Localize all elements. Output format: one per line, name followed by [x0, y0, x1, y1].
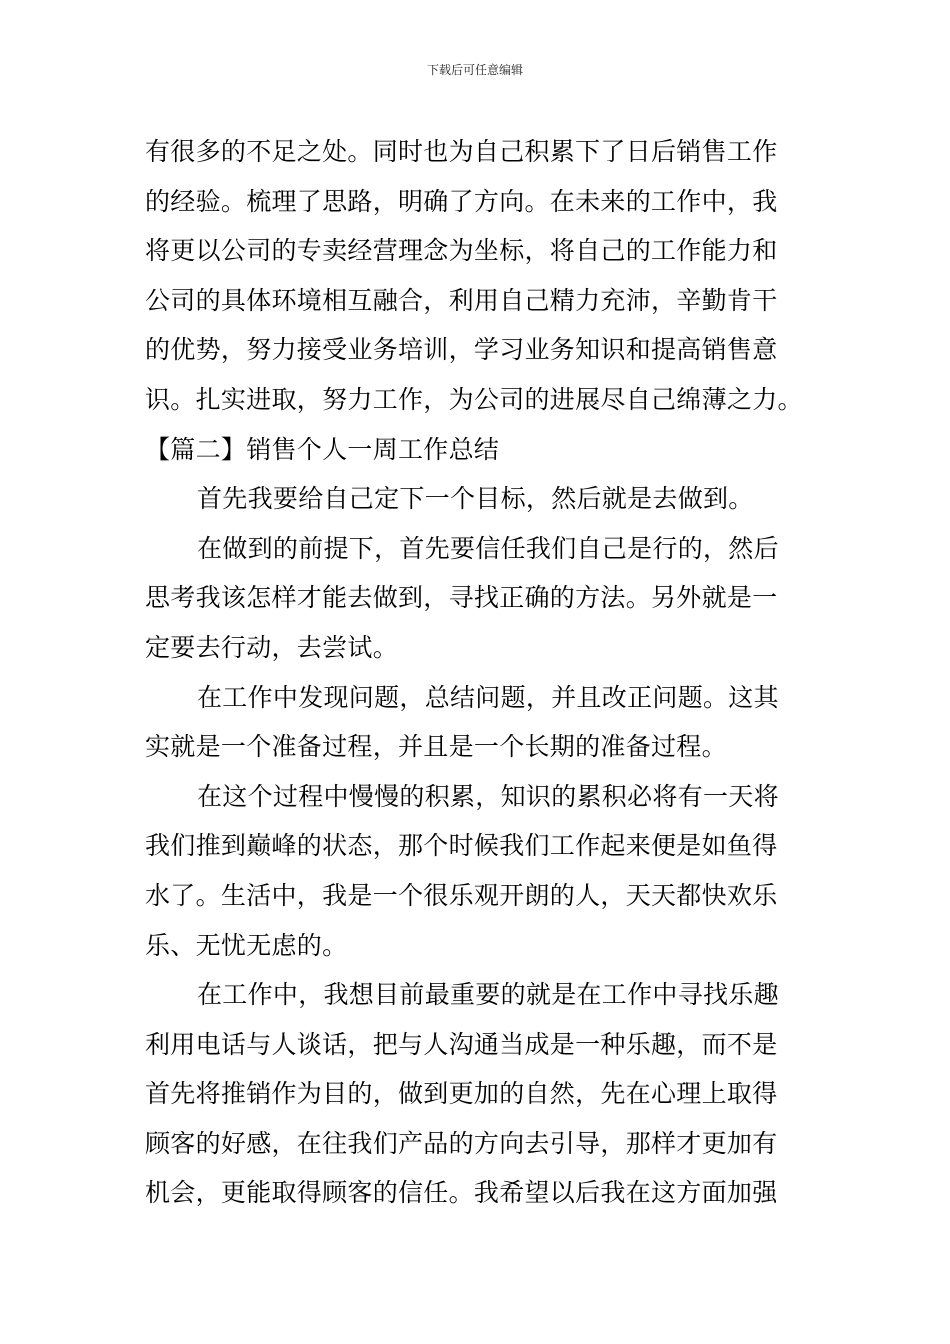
text-line: 机会，更能取得顾客的信任。我希望以后我在这方面加强	[145, 1178, 778, 1208]
text-line: 定要去行动，去尝试。	[145, 632, 399, 662]
text-line: 在做到的前提下，首先要信任我们自己是行的，然后	[197, 533, 779, 563]
section-heading: 【篇二】销售个人一周工作总结	[145, 434, 500, 464]
text-line: 的优势，努力接受业务培训，学习业务知识和提高销售意	[145, 335, 778, 365]
text-line: 将更以公司的专卖经营理念为坐标，将自己的工作能力和	[145, 236, 778, 266]
text-line: 在工作中，我想目前最重要的就是在工作中寻找乐趣	[197, 980, 779, 1010]
text-line: 实就是一个准备过程，并且是一个长期的准备过程。	[145, 732, 727, 762]
text-line: 首先将推销作为目的，做到更加的自然，先在心理上取得	[145, 1079, 778, 1109]
text-line: 识。扎实进取，努力工作，为公司的进展尽自己绵薄之力。	[145, 384, 803, 414]
text-line: 在这个过程中慢慢的积累，知识的累积必将有一天将	[197, 781, 779, 811]
document-body	[145, 127, 810, 1218]
text-line: 有很多的不足之处。同时也为自己积累下了日后销售工作	[145, 137, 778, 166]
text-line: 公司的具体环境相互融合，利用自己精力充沛，辛勤肯干	[145, 285, 778, 315]
text-line: 我们推到巅峰的状态，那个时候我们工作起来便是如鱼得	[145, 831, 778, 861]
text-line: 思考我该怎样才能去做到，寻找正确的方法。另外就是一	[145, 583, 778, 613]
text-line: 顾客的好感，在往我们产品的方向去引导，那样才更加有	[145, 1128, 778, 1158]
text-line: 的经验。梳理了思路，明确了方向。在未来的工作中，我	[145, 186, 778, 216]
text-line: 乐、无忧无虑的。	[145, 930, 348, 960]
text-line: 利用电话与人谈话，把与人沟通当成是一种乐趣，而不是	[145, 1029, 778, 1059]
text-line: 在工作中发现问题，总结问题，并且改正问题。这其	[197, 682, 779, 712]
page-header: 下载后可任意编辑	[426, 63, 523, 77]
text-line: 首先我要给自己定下一个目标，然后就是去做到。	[197, 484, 754, 514]
text-line: 水了。生活中，我是一个很乐观开朗的人，天天都快欢乐	[145, 880, 778, 910]
